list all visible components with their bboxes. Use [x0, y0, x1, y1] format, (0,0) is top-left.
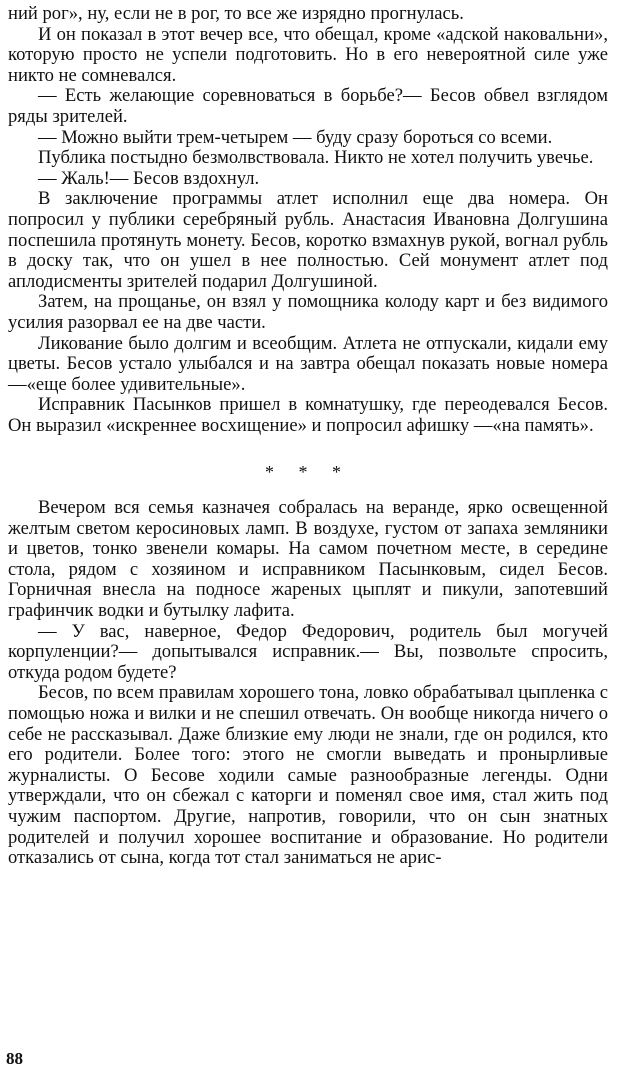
page-number: 88	[6, 1049, 23, 1068]
paragraph: Исправник Пасынков пришел в комнатушку, где переодевался Бесов. Он выразил «искреннее восхищение» и попросил афишку —«на память».	[8, 394, 608, 436]
paragraph: Затем, на прощанье, он взял у помощника колоду карт и без видимого усилия разорвал ее на две части.	[8, 291, 608, 333]
paragraph: — У вас, наверное, Федор Федорович, родитель был могучей корпуленции?— допытывался исправник.— Вы, позвольте спросить, откуда родом будете?	[8, 620, 608, 683]
paragraph: ний рог», ну, если не в рог, то все же изрядно прогнулась.	[8, 3, 464, 24]
paragraph: — Жаль!— Бесов вздохнул.	[38, 167, 260, 189]
text-block-after	[8, 498, 608, 869]
paragraph: В заключение программы атлет исполнил еще два номера. Он попросил у публики серебряный рубль. Анастасия Ивановна Долгушина поспешила протянуть монету. Бесов, коротко взмахнув рукой, вогнал рубль в доску так, что он ушел в нее полностью. Сей монумент атлет под аплодисменты зрителей подарил Долгушиной.	[8, 188, 608, 292]
paragraph: — Можно выйти трем-четырем — буду сразу бороться со всеми.	[38, 126, 553, 148]
paragraph: И он показал в этот вечер все, что обещал, кроме «адской наковальни», которую просто не успели подготовить. Но в его невероятной силе уже никто не сомневался.	[8, 23, 608, 86]
text-block-before	[8, 4, 608, 436]
paragraph: — Есть желающие соревноваться в борьбе?— Бесов обвел взглядом ряды зрителей.	[8, 85, 608, 127]
paragraph: Публика постыдно безмолвствовала. Никто не хотел получить увечье.	[38, 147, 594, 169]
paragraph: Ликование было долгим и всеобщим. Атлета не отпускали, кидали ему цветы. Бесов устало улыбался и на завтра обещал показать новые номера —«еще более удивительные».	[8, 332, 608, 395]
section-separator: * * *	[265, 462, 351, 483]
paragraph: Вечером вся семья казначея собралась на веранде, ярко освещенной желтым светом керосиновых ламп. В воздухе, густом от запаха земляники и цветов, тонко звенели комары. На самом почетном месте, в середине стола, рядом с хозяином и исправником Пасынковым, сидел Бесов. Горничная внесла на подносе жареных цыплят и пикули, запотевший графинчик водки и бутылку лафита.	[8, 497, 608, 622]
paragraph: Бесов, по всем правилам хорошего тона, ловко обрабатывал цыпленка с помощью ножа и вилки и не спешил отвечать. Он вообще никогда ничего о себе не рассказывал. Даже близкие ему люди не знали, где он родился, кто его родители. Более того: этого не смогли выведать и пронырливые журналисты. О Бесове ходили самые разнообразные легенды. Одни утверждали, что он сбежал с каторги и поменял свое имя, стал жить под чужим паспортом. Другие, напротив, говорили, что он сын знатных родителей и получил хорошее воспитание и образование. Но родители отказались от сына, когда тот стал заниматься не арис-	[8, 682, 608, 869]
